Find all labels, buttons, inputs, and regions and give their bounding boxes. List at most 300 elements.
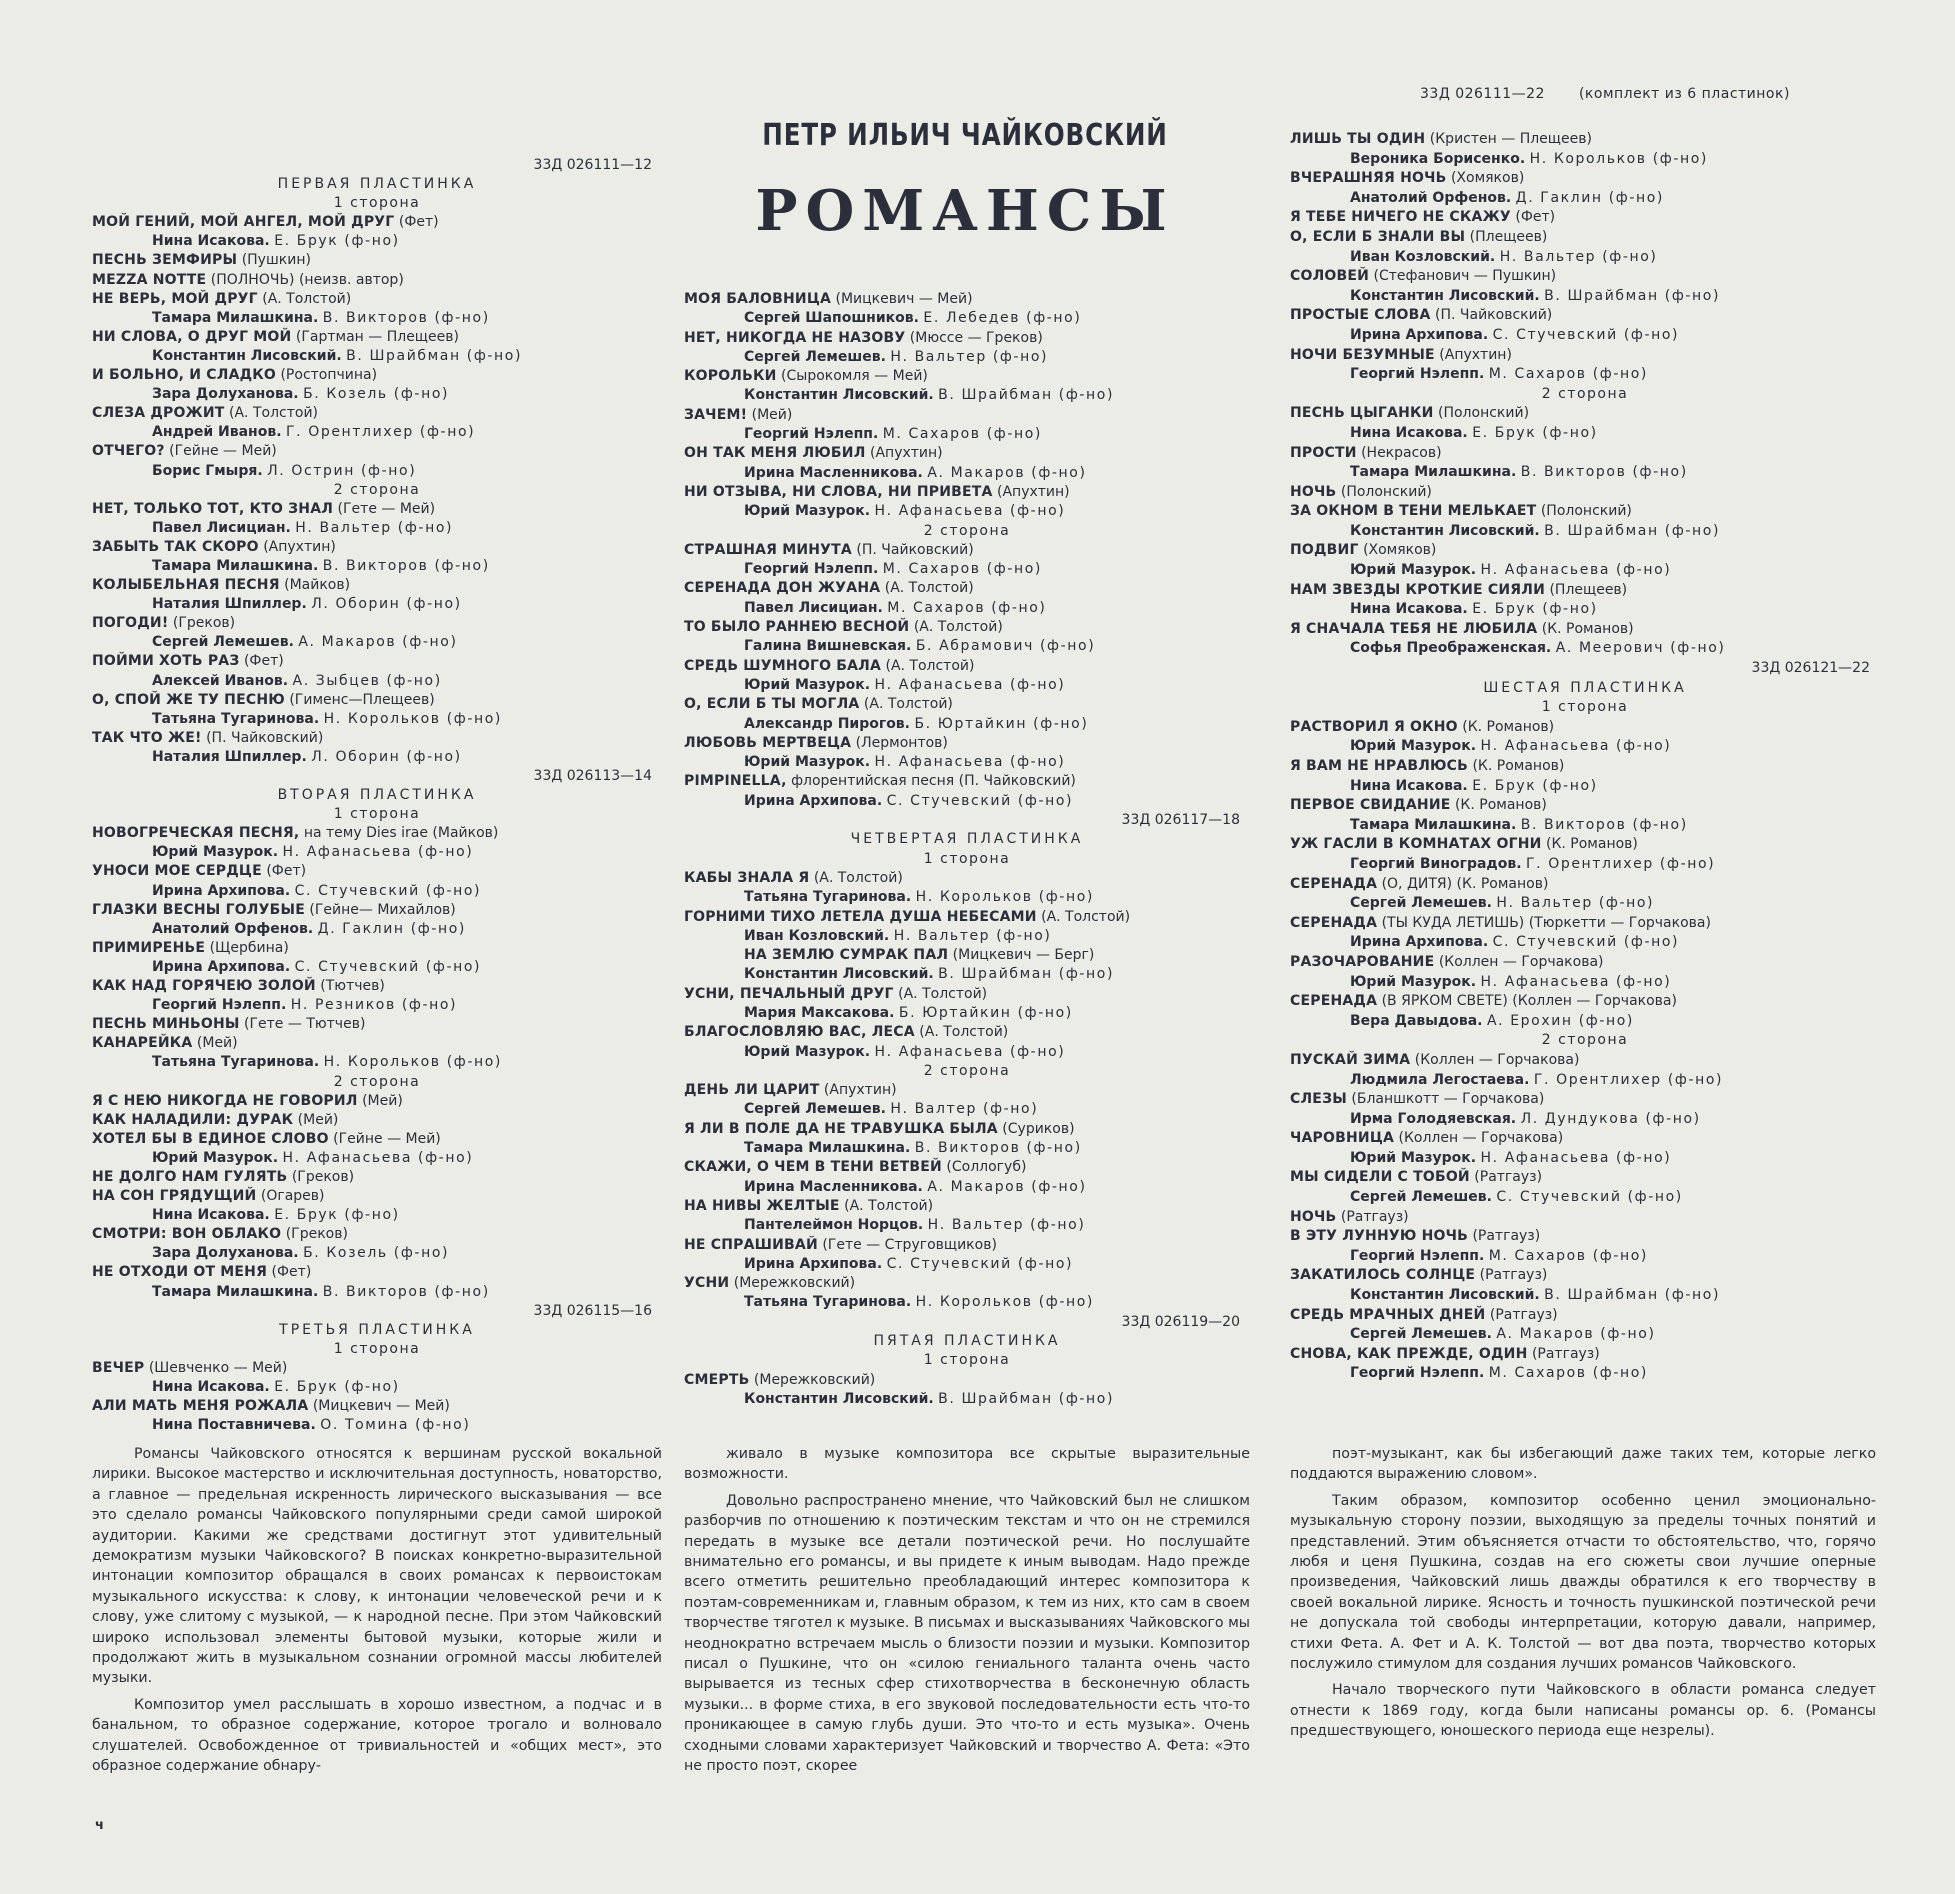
performer-line bbox=[684, 1255, 1250, 1274]
accompanist: Е. Брук (ф-но) bbox=[274, 233, 400, 250]
song-authors: (О, ДИТЯ) (К. Романов) bbox=[1381, 875, 1549, 892]
singer: Ирина Масленникова. bbox=[744, 464, 923, 481]
song-entry bbox=[684, 657, 1250, 676]
accompanist: Д. Гаклин (ф-но) bbox=[1515, 189, 1664, 206]
performer-line bbox=[684, 753, 1250, 772]
song-title: СОЛОВЕЙ bbox=[1290, 268, 1370, 285]
singer: Вероника Борисенко. bbox=[1350, 150, 1526, 167]
song-authors: (Апухтин) bbox=[1439, 346, 1512, 363]
song-title: ЗА ОКНОМ В ТЕНИ МЕЛЬКАЕТ bbox=[1290, 503, 1537, 520]
song-entry bbox=[684, 406, 1250, 425]
accompanist: Н. Афанасьева (ф-но) bbox=[1480, 562, 1672, 579]
song-entry bbox=[92, 366, 662, 385]
set-catalog-number: 33Д 026111—22 bbox=[1420, 86, 1545, 102]
song-authors: (Ростопчина) bbox=[280, 367, 378, 384]
performer-line bbox=[92, 1283, 662, 1302]
accompanist: В. Викторов (ф-но) bbox=[322, 557, 490, 574]
accompanist: В. Шрайбман (ф-но) bbox=[938, 387, 1115, 404]
song-entry bbox=[92, 652, 662, 671]
song-entry bbox=[1290, 130, 1880, 150]
song-entry bbox=[92, 1187, 662, 1206]
performer-line bbox=[1290, 1247, 1880, 1267]
notes-paragraph: Таким образом, композитор особенно ценил эмоционально-музыкальную сторону поэзии, выходящую за пределы точных понятий и представлений. Этим объясняется отчасти то обстоятельство, что, горячо любя и ценя Пушкина, создав на его сюжеты свои лучшие оперные произведения, Чайковский лишь дважды обратился к его творчеству в своей вокальной лирике. Ясность и точность пушкинской поэтической речи не допускала той свободы интерпретации, которую давали, например, стихи Фета. А. Фет и А. К. Толстой — вот два поэта, творчество которых послужило стимулом для создания лучших романсов Чайковского. bbox=[1290, 1492, 1876, 1673]
song-authors: (А. Толстой) bbox=[885, 657, 975, 674]
accompanist: Е. Брук (ф-но) bbox=[274, 1207, 400, 1224]
disc-heading: ПЯТАЯ ПЛАСТИНКА bbox=[873, 1333, 1061, 1350]
accompanist: А. Макаров (ф-но) bbox=[298, 634, 458, 651]
song-authors: (Гете — Струговщиков) bbox=[822, 1236, 997, 1253]
song-entry bbox=[1290, 992, 1880, 1012]
singer: Константин Лисовский. bbox=[1350, 522, 1540, 539]
singer: Юрий Мазурок. bbox=[744, 754, 871, 771]
song-title: ОН ТАК МЕНЯ ЛЮБИЛ bbox=[684, 445, 866, 462]
accompanist: А. Макаров (ф-но) bbox=[927, 1178, 1087, 1195]
performer-line bbox=[684, 386, 1250, 405]
song-authors: (Мережковский) bbox=[733, 1275, 856, 1292]
performer-line bbox=[1290, 1364, 1880, 1384]
singer: Тамара Милашкина. bbox=[1350, 464, 1517, 481]
accompanist: Г. Орентлихер (ф-но) bbox=[285, 424, 476, 441]
song-title: Я ЛИ В ПОЛЕ ДА НЕ ТРАВУШКА БЫЛА bbox=[684, 1120, 998, 1137]
singer: Зара Долуханова. bbox=[152, 1245, 299, 1262]
song-title: МЫ СИДЕЛИ С ТОБОЙ bbox=[1290, 1169, 1470, 1186]
song-authors: (К. Романов) bbox=[1454, 797, 1547, 814]
song-entry bbox=[684, 1371, 1250, 1390]
singer: Алексей Иванов. bbox=[152, 672, 289, 689]
song-authors: (А. Толстой) bbox=[844, 1197, 934, 1214]
song-title: Я СНАЧАЛА ТЕБЯ НЕ ЛЮБИЛА bbox=[1290, 620, 1538, 637]
accompanist: Н. Афанасьева (ф-но) bbox=[282, 1149, 474, 1166]
song-authors: (Стефанович — Пушкин) bbox=[1373, 268, 1557, 285]
song-entry bbox=[92, 271, 662, 290]
performer-line bbox=[684, 965, 1250, 984]
performer-line bbox=[684, 560, 1250, 579]
song-authors: (Мей) bbox=[196, 1035, 238, 1052]
singer: Татьяна Тугаринова. bbox=[744, 889, 912, 906]
song-title: СРЕДЬ ШУМНОГО БАЛА bbox=[684, 657, 882, 674]
song-title: УСНИ, ПЕЧАЛЬНЫЙ ДРУГ bbox=[684, 985, 894, 1002]
song-authors: (Хомяков) bbox=[1450, 170, 1525, 187]
singer: Юрий Мазурок. bbox=[744, 676, 871, 693]
performer-line bbox=[1290, 326, 1880, 346]
song-authors: (Мей) bbox=[751, 406, 793, 423]
singer: Юрий Мазурок. bbox=[152, 844, 279, 861]
song-title: НОВОГРЕЧЕСКАЯ ПЕСНЯ, bbox=[92, 825, 300, 842]
accompanist: С. Стучевский (ф-но) bbox=[294, 958, 482, 975]
song-entry bbox=[684, 772, 1250, 791]
song-entry bbox=[1290, 267, 1880, 287]
song-authors: (А. Толстой) bbox=[919, 1024, 1009, 1041]
performer-line bbox=[92, 232, 662, 251]
song-title: РАСТВОРИЛ Я ОКНО bbox=[1290, 718, 1458, 735]
song-title: КАК НАД ГОРЯЧЕЮ ЗОЛОЙ bbox=[92, 978, 316, 995]
song-entry bbox=[684, 290, 1250, 309]
song-authors: (Полонский) bbox=[1540, 503, 1632, 520]
side-heading: 2 сторона bbox=[1541, 1032, 1629, 1049]
song-title: НА НИВЫ ЖЕЛТЫЕ bbox=[684, 1197, 840, 1214]
singer: Анатолий Орфенов. bbox=[1350, 189, 1512, 206]
performer-line bbox=[1290, 816, 1880, 836]
song-entry bbox=[92, 500, 662, 519]
song-authors: (П. Чайковский) bbox=[206, 729, 324, 746]
song-authors: (Коллен — Горчакова) bbox=[1438, 953, 1604, 970]
singer: Георгий Нэлепп. bbox=[152, 997, 287, 1014]
song-entry bbox=[1290, 404, 1880, 424]
song-title: В ЭТУ ЛУННУЮ НОЧЬ bbox=[1290, 1228, 1468, 1245]
accompanist: Н. Афанасьева (ф-но) bbox=[1480, 973, 1672, 990]
song-title: ВЧЕРАШНЯЯ НОЧЬ bbox=[1290, 170, 1447, 187]
side-heading: 2 сторона bbox=[923, 1062, 1011, 1079]
singer: Сергей Шапошников. bbox=[744, 310, 919, 327]
singer: Нина Исакова. bbox=[152, 233, 270, 250]
song-entry bbox=[92, 691, 662, 710]
song-title: СРЕДЬ МРАЧНЫХ ДНЕЙ bbox=[1290, 1306, 1486, 1323]
singer: Георгий Нэлепп. bbox=[744, 561, 879, 578]
notes-column-3 bbox=[1290, 1444, 1876, 1742]
singer: Константин Лисовский. bbox=[744, 1390, 934, 1407]
performer-line bbox=[1290, 1012, 1880, 1032]
notes-column-1 bbox=[92, 1444, 662, 1777]
song-authors: (Кристен — Плещеев) bbox=[1429, 131, 1592, 147]
song-title: ПОГОДИ! bbox=[92, 615, 169, 632]
song-title: ПОДВИГ bbox=[1290, 542, 1359, 559]
song-authors: (ТЫ КУДА ЛЕТИШЬ) (Тюркетти — Горчакова) bbox=[1381, 914, 1711, 931]
song-title: АЛИ МАТЬ МЕНЯ РОЖАЛА bbox=[92, 1398, 309, 1415]
side-heading: 2 сторона bbox=[333, 481, 421, 498]
song-authors: (В ЯРКОМ СВЕТЕ) (Коллен — Горчакова) bbox=[1381, 993, 1677, 1010]
song-entry bbox=[92, 614, 662, 633]
song-authors: (Фет) bbox=[398, 214, 439, 231]
song-entry bbox=[684, 618, 1250, 637]
song-entry bbox=[1290, 914, 1880, 934]
song-title: СЕРЕНАДА ДОН ЖУАНА bbox=[684, 580, 881, 597]
tracklist-column-1 bbox=[92, 156, 662, 1435]
song-title: НЕТ, ТОЛЬКО ТОТ, КТО ЗНАЛ bbox=[92, 500, 334, 517]
song-authors: (Греков) bbox=[291, 1168, 355, 1185]
song-title: БЛАГОСЛОВЛЯЮ ВАС, ЛЕСА bbox=[684, 1024, 915, 1041]
song-title: Я ВАМ НЕ НРАВЛЮСЬ bbox=[1290, 758, 1469, 774]
performer-line bbox=[1290, 1188, 1880, 1208]
song-title: СЛЕЗЫ bbox=[1290, 1091, 1347, 1108]
song-authors: (Гете — Тютчев) bbox=[244, 1016, 366, 1033]
song-authors: (Фет) bbox=[266, 863, 307, 880]
song-entry bbox=[684, 946, 1250, 965]
composer-name: ПЕТР ИЛЬИЧ ЧАЙКОВСКИЙ bbox=[762, 118, 1168, 153]
song-entry bbox=[1290, 502, 1880, 522]
song-entry bbox=[684, 1158, 1250, 1177]
song-title: О, ЕСЛИ Б ТЫ МОГЛА bbox=[684, 696, 860, 713]
song-authors: (К. Романов) bbox=[1462, 718, 1555, 735]
song-authors: (Полонский) bbox=[1340, 483, 1432, 500]
accompanist: М. Сахаров (ф-но) bbox=[1488, 1365, 1648, 1382]
accompanist: С. Стучевский (ф-но) bbox=[886, 1255, 1074, 1272]
page-title: РОМАНСЫ bbox=[755, 178, 1175, 244]
song-entry bbox=[1290, 796, 1880, 816]
song-authors: флорентийская песня (П. Чайковский) bbox=[791, 773, 1076, 790]
singer: Софья Преображенская. bbox=[1350, 640, 1552, 657]
song-authors: (К. Романов) bbox=[1546, 836, 1638, 853]
accompanist: Е. Лебедев (ф-но) bbox=[923, 310, 1082, 327]
song-title: ЛЮБОВЬ МЕРТВЕЦА bbox=[684, 734, 852, 751]
performer-line bbox=[1290, 287, 1880, 307]
song-entry bbox=[1290, 444, 1880, 464]
song-entry bbox=[1290, 346, 1880, 366]
side-heading: 1 сторона bbox=[333, 1340, 421, 1357]
side-heading: 2 сторона bbox=[923, 522, 1011, 539]
song-entry bbox=[684, 985, 1250, 1004]
song-entry bbox=[1290, 875, 1880, 895]
accompanist: Е. Брук (ф-но) bbox=[1472, 777, 1598, 794]
performer-line bbox=[1290, 1110, 1880, 1130]
song-entry bbox=[684, 579, 1250, 598]
song-title: КОЛЫБЕЛЬНАЯ ПЕСНЯ bbox=[92, 577, 280, 594]
singer: Тамара Милашкина. bbox=[744, 1140, 911, 1157]
accompanist: Н. Афанасьева (ф-но) bbox=[874, 754, 1066, 771]
song-authors: (Гейне— Михайлов) bbox=[309, 901, 456, 918]
song-title: ГОРНИМИ ТИХО ЛЕТЕЛА ДУША НЕБЕСАМИ bbox=[684, 908, 1037, 925]
song-authors: (Мицкевич — Мей) bbox=[835, 291, 973, 307]
song-title: НЕ ДОЛГО НАМ ГУЛЯТЬ bbox=[92, 1168, 288, 1185]
disc-heading: ПЕРВАЯ ПЛАСТИНКА bbox=[277, 176, 477, 193]
accompanist: Л. Острин (ф-но) bbox=[267, 462, 417, 479]
accompanist: Б. Абрамович (ф-но) bbox=[915, 638, 1096, 655]
accompanist: Б. Козель (ф-но) bbox=[303, 1245, 450, 1262]
song-authors: (Мицкевич — Мей) bbox=[312, 1398, 450, 1415]
performer-line bbox=[1290, 933, 1880, 953]
accompanist: Н. Афанасьева (ф-но) bbox=[282, 844, 474, 861]
singer: Павел Лисициан. bbox=[744, 599, 883, 616]
singer: Ирина Архипова. bbox=[152, 882, 291, 899]
accompanist: С. Стучевский (ф-но) bbox=[1492, 326, 1680, 343]
song-authors: (А. Толстой) bbox=[262, 290, 352, 307]
song-authors: (П. Чайковский) bbox=[1435, 307, 1553, 324]
song-title: НОЧЬ bbox=[1290, 1208, 1337, 1225]
side-heading: 2 сторона bbox=[1541, 385, 1629, 402]
song-authors: (Майков) bbox=[284, 577, 351, 594]
singer: Татьяна Тугаринова. bbox=[152, 1054, 320, 1071]
performer-line bbox=[1290, 894, 1880, 914]
singer: Нина Исакова. bbox=[1350, 777, 1468, 794]
singer: Наталия Шпиллер. bbox=[152, 596, 307, 613]
song-authors: (Греков) bbox=[285, 1226, 348, 1243]
catalog-number: 33Д 026117—18 bbox=[1121, 812, 1240, 829]
performer-line bbox=[92, 1416, 662, 1435]
performer-line bbox=[684, 888, 1250, 907]
performer-line bbox=[684, 425, 1250, 444]
singer: Юрий Мазурок. bbox=[1350, 562, 1477, 579]
performer-line bbox=[92, 595, 662, 614]
singer: Юрий Мазурок. bbox=[1350, 1149, 1477, 1166]
performer-line bbox=[1290, 855, 1880, 875]
performer-line bbox=[684, 1139, 1250, 1158]
song-entry bbox=[684, 1197, 1250, 1216]
accompanist: В. Викторов (ф-но) bbox=[322, 309, 490, 326]
song-authors: (Апухтин) bbox=[997, 483, 1070, 500]
song-entry bbox=[92, 1015, 662, 1034]
song-title: ПЕСНЬ ЦЫГАНКИ bbox=[1290, 405, 1434, 422]
accompanist: В. Шрайбман (ф-но) bbox=[938, 1390, 1115, 1407]
song-title: ХОТЕЛ БЫ В ЕДИНОЕ СЛОВО bbox=[92, 1130, 329, 1147]
song-title: НОЧИ БЕЗУМНЫЕ bbox=[1290, 346, 1435, 363]
performer-line bbox=[92, 958, 662, 977]
song-title: МОЙ ГЕНИЙ, МОЙ АНГЕЛ, МОЙ ДРУГ bbox=[92, 214, 395, 231]
song-title: СЛЕЗА ДРОЖИТ bbox=[92, 405, 225, 422]
performer-line bbox=[1290, 1325, 1880, 1345]
song-entry bbox=[92, 251, 662, 270]
notes-paragraph: Начало творческого пути Чайковского в области романса следует отнести к 1869 году, когда были написаны романсы ор. 6. (Романсы предшествующего, юношеского периода еще незрелы). bbox=[1290, 1682, 1876, 1740]
song-authors: (Фет) bbox=[271, 1264, 312, 1281]
song-title: ОТЧЕГО? bbox=[92, 443, 165, 460]
song-title: ЧАРОВНИЦА bbox=[1290, 1130, 1395, 1147]
performer-line bbox=[1290, 639, 1880, 659]
accompanist: В. Викторов (ф-но) bbox=[914, 1140, 1082, 1157]
song-entry bbox=[92, 1359, 662, 1378]
singer: Константин Лисовский. bbox=[744, 387, 934, 404]
song-entry bbox=[684, 1236, 1250, 1255]
performer-line bbox=[92, 462, 662, 481]
accompanist: Б. Юртайкин (ф-но) bbox=[914, 715, 1089, 732]
song-entry bbox=[92, 538, 662, 557]
song-title: НИ ОТЗЫВА, НИ СЛОВА, НИ ПРИВЕТА bbox=[684, 483, 993, 500]
song-entry bbox=[92, 862, 662, 881]
song-authors: (Фет) bbox=[243, 653, 284, 670]
singer: Георгий Виноградов. bbox=[1350, 855, 1522, 872]
accompanist: Е. Брук (ф-но) bbox=[1472, 424, 1598, 441]
song-entry bbox=[92, 1168, 662, 1187]
song-entry bbox=[684, 908, 1250, 927]
accompanist: В. Викторов (ф-но) bbox=[1520, 816, 1688, 833]
song-title: НЕТ, НИКОГДА НЕ НАЗОВУ bbox=[684, 329, 906, 346]
song-title: Я С НЕЮ НИКОГДА НЕ ГОВОРИЛ bbox=[92, 1092, 358, 1109]
song-authors: (А. Толстой) bbox=[229, 405, 318, 422]
song-authors: (Плещеев) bbox=[1469, 228, 1548, 245]
song-title: О, СПОЙ ЖЕ ТУ ПЕСНЮ bbox=[92, 691, 285, 708]
singer: Борис Гмыря. bbox=[152, 462, 263, 479]
song-authors: (Хомяков) bbox=[1363, 542, 1437, 559]
accompanist: Н. Валтер (ф-но) bbox=[890, 1101, 1039, 1118]
song-entry bbox=[1290, 953, 1880, 973]
song-entry bbox=[92, 1225, 662, 1244]
performer-line bbox=[684, 309, 1250, 328]
song-title: ПОЙМИ ХОТЬ РАЗ bbox=[92, 653, 240, 670]
song-entry bbox=[92, 1034, 662, 1053]
song-authors: (Гейне — Мей) bbox=[169, 443, 277, 460]
song-title: СМЕРТЬ bbox=[684, 1371, 750, 1388]
singer: Константин Лисовский. bbox=[1350, 287, 1540, 304]
song-title: СЕРЕНАДА bbox=[1290, 993, 1378, 1010]
notes-paragraph: Романсы Чайковского относятся к вершинам русской вокальной лирики. Высокое мастерство и исключительная доступность, новаторство, а главное — предельная искренность лирического высказывания — все это сделало романсы Чайковского популярными среди самой широкой аудитории. Какими же средствами достигнут этот удивительный демократизм музыки Чайковского? В поисках конкретно-выразительной интонации композитор обращался в своих романсах к первоистокам музыкального искусства: к слову, к интонации человеческой речи и к слову, уже слитому с музыкой, — к народной песне. При этом Чайковский широко использовал элементы бытовой музыки, которые жили и продолжают жить в музыкальном сознании огромной массы любителей музыки. bbox=[92, 1446, 662, 1687]
song-authors: (А. Толстой) bbox=[1041, 908, 1131, 925]
accompanist: Н. Корольков (ф-но) bbox=[323, 1054, 502, 1071]
performer-line bbox=[92, 1244, 662, 1263]
song-title: Я ТЕБЕ НИЧЕГО НЕ СКАЖУ bbox=[1290, 209, 1511, 226]
song-entry bbox=[1290, 208, 1880, 228]
performer-line bbox=[684, 464, 1250, 483]
song-entry bbox=[684, 695, 1250, 714]
performer-line bbox=[1290, 737, 1880, 757]
song-authors: (Греков) bbox=[172, 615, 236, 632]
singer: Сергей Лемешев. bbox=[1350, 895, 1492, 912]
song-entry bbox=[1290, 541, 1880, 561]
song-entry bbox=[1290, 228, 1880, 248]
performer-line bbox=[684, 927, 1250, 946]
notes-column-2 bbox=[684, 1444, 1250, 1777]
notes-paragraph: Довольно распространено мнение, что Чайковский был не слишком разборчив по отношению к поэтическим текстам и что он не стремился передать в музыке все детали поэтической речи. Но послушайте внимательно его романсы, и вы придете к иным выводам. Надо прежде всего отметить решительно преобладающий интерес композитора к поэтам-современникам и, главным образом, к тем из них, кто сам в своем творчестве тяготел к музыке. В письмах и высказываниях Чайковского мы неоднократно встречаем мысль о близости поэзии и музыки. Композитор писал о Пушкине, что он «силою гениального таланта очень часто вырывается из тесных сфер стихотворчества в бесконечную область музыки... в форме стиха, в его звуковой последовательности есть что-то проникающее в самую глубь души. Это что-то и есть музыка». Очень сходными словами характеризует Чайковский и творчество А. Фета: «Это не просто поэт, скорее bbox=[684, 1492, 1250, 1775]
song-entry bbox=[92, 729, 662, 748]
accompanist: Г. Орентлихер (ф-но) bbox=[1525, 855, 1716, 872]
accompanist: О. Томина (ф-но) bbox=[320, 1417, 471, 1434]
song-entry bbox=[92, 576, 662, 595]
accompanist: А. Ерохин (ф-но) bbox=[1486, 1012, 1634, 1029]
accompanist: Н. Вальтер (ф-но) bbox=[1496, 895, 1655, 912]
accompanist: Н. Вальтер (ф-но) bbox=[927, 1217, 1086, 1234]
song-authors: (Мей) bbox=[362, 1092, 403, 1109]
song-authors: (Ратгауз) bbox=[1472, 1228, 1541, 1245]
song-entry bbox=[92, 442, 662, 461]
side-heading: 1 сторона bbox=[1541, 699, 1629, 716]
singer: Георгий Нэлепп. bbox=[1350, 366, 1485, 383]
singer: Тамара Милашкина. bbox=[152, 1283, 319, 1300]
song-title: НОЧЬ bbox=[1290, 483, 1337, 500]
song-authors: (Мей) bbox=[297, 1111, 339, 1128]
song-entry bbox=[92, 328, 662, 347]
singer: Сергей Лемешев. bbox=[1350, 1189, 1492, 1206]
song-entry bbox=[1290, 1129, 1880, 1149]
song-authors: (Плещеев) bbox=[1549, 581, 1628, 598]
song-authors: (Гете — Мей) bbox=[337, 500, 436, 517]
song-entry bbox=[92, 1130, 662, 1149]
notes-paragraph: живало в музыке композитора все скрытые выразительные возможности. bbox=[684, 1446, 1250, 1483]
performer-line bbox=[1290, 463, 1880, 483]
singer: Константин Лисовский. bbox=[1350, 1287, 1540, 1304]
song-authors: (П. Чайковский) bbox=[856, 541, 974, 558]
singer: Георгий Нэлепп. bbox=[1350, 1365, 1485, 1382]
singer: Зара Долуханова. bbox=[152, 386, 299, 403]
performer-line bbox=[684, 1178, 1250, 1197]
song-title: КАНАРЕЙКА bbox=[92, 1035, 193, 1052]
accompanist: Н. Афанасьева (ф-но) bbox=[1480, 1149, 1672, 1166]
singer: Андрей Иванов. bbox=[152, 424, 282, 441]
performer-line bbox=[684, 1390, 1250, 1409]
song-authors: (Ратгауз) bbox=[1479, 1267, 1548, 1284]
performer-line bbox=[1290, 777, 1880, 797]
singer: Константин Лисовский. bbox=[152, 347, 342, 364]
song-title: ПЕСНЬ ЗЕМФИРЫ bbox=[92, 252, 238, 269]
song-title: ДЕНЬ ЛИ ЦАРИТ bbox=[684, 1082, 820, 1099]
singer: Татьяна Тугаринова. bbox=[152, 710, 320, 727]
song-entry bbox=[1290, 620, 1880, 640]
performer-line bbox=[92, 385, 662, 404]
song-title: КАК НАЛАДИЛИ: ДУРАК bbox=[92, 1111, 294, 1128]
performer-line bbox=[684, 1043, 1250, 1062]
song-authors: (Некрасов) bbox=[1361, 444, 1442, 461]
performer-line bbox=[1290, 600, 1880, 620]
accompanist: Л. Дундукова (ф-но) bbox=[1520, 1110, 1701, 1127]
song-authors: (Пушкин) bbox=[241, 252, 311, 269]
performer-line bbox=[92, 920, 662, 939]
singer: Сергей Лемешев. bbox=[152, 634, 294, 651]
song-authors: (Лермонтов) bbox=[855, 734, 948, 751]
performer-line bbox=[1290, 973, 1880, 993]
accompanist: Г. Орентлихер (ф-но) bbox=[1533, 1071, 1724, 1088]
song-authors: (К. Романов) bbox=[1541, 620, 1634, 637]
song-authors: (Мицкевич — Берг) bbox=[952, 947, 1095, 964]
song-title: ВЕЧЕР bbox=[92, 1359, 145, 1376]
accompanist: М. Сахаров (ф-но) bbox=[1488, 1247, 1648, 1264]
song-authors: (Полонский) bbox=[1438, 405, 1530, 422]
song-authors: (Апухтин) bbox=[823, 1082, 897, 1099]
song-title: ПРОСТЫЕ СЛОВА bbox=[1290, 307, 1431, 324]
